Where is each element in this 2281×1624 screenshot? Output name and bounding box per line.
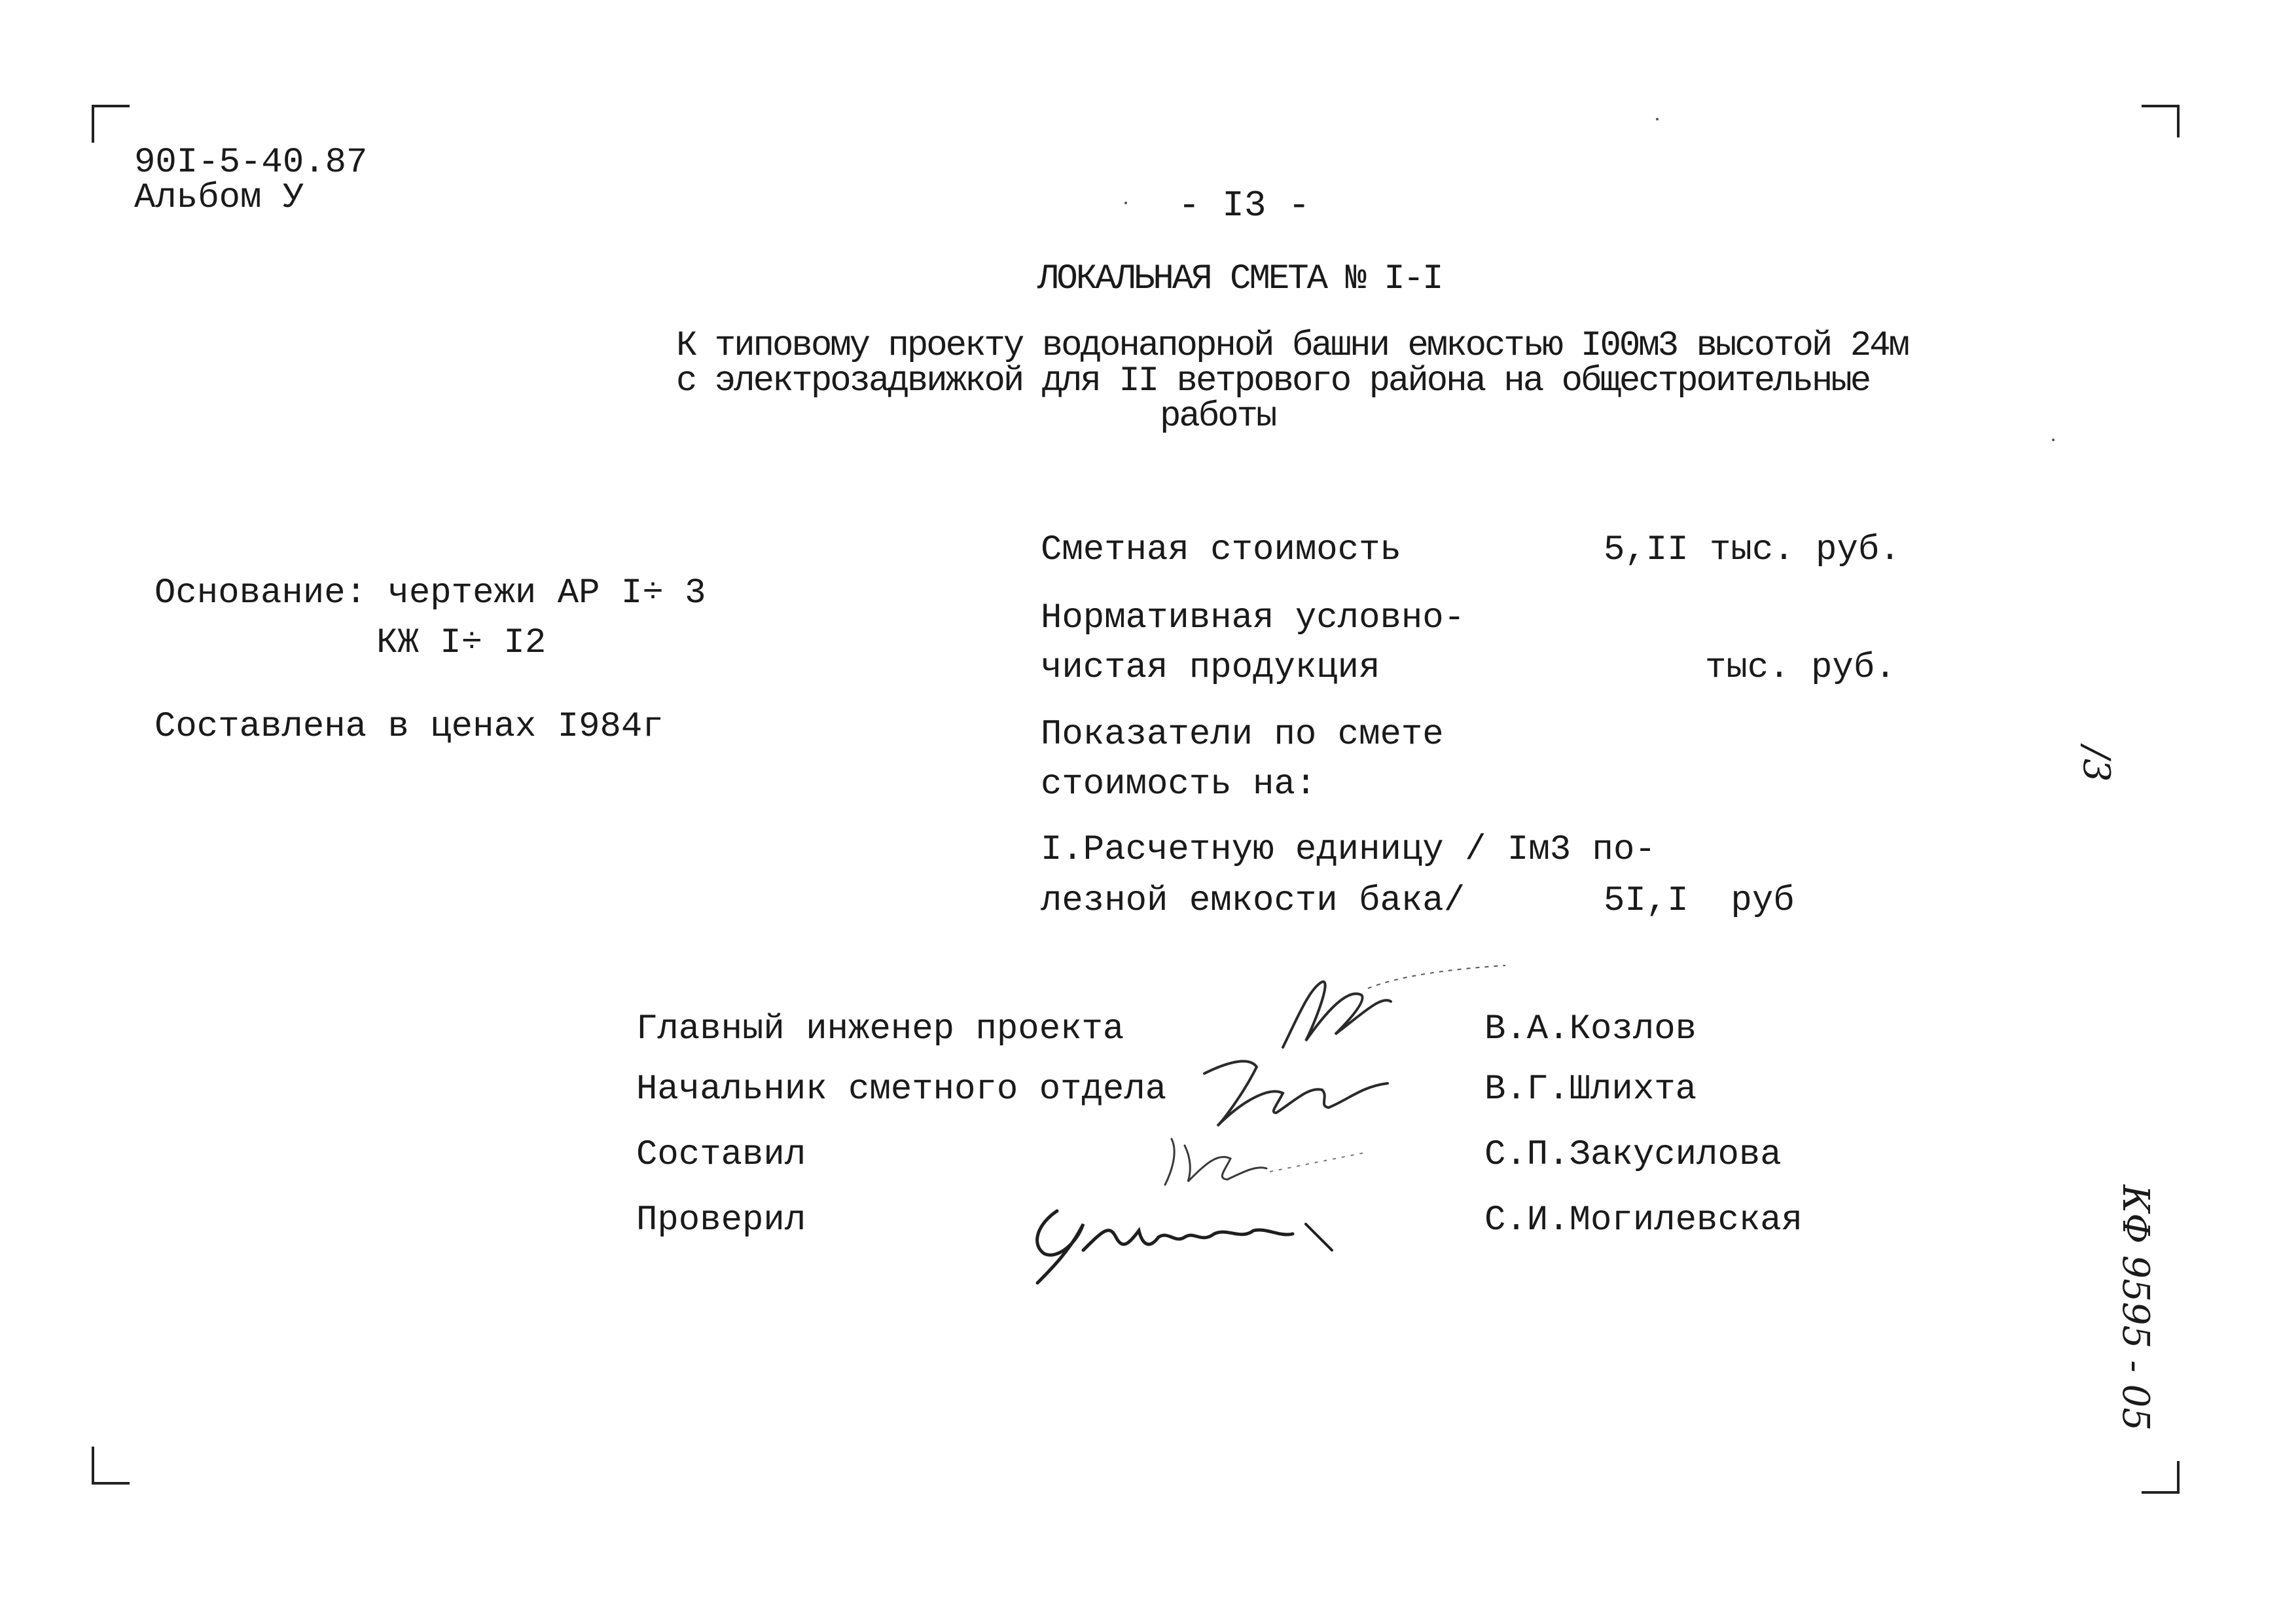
document-code: 90I-5-40.87 xyxy=(134,143,368,183)
subtitle-line-3: работы xyxy=(1160,397,1276,437)
signature-estimate-head xyxy=(1198,1047,1407,1132)
signatory-name: С.И.Могилевская xyxy=(1484,1200,1803,1240)
scan-speck xyxy=(1124,202,1127,204)
unit-cost-value: 5I,I руб xyxy=(1604,881,1795,921)
page-number: - I3 - xyxy=(1178,185,1310,226)
side-page-mark: /3 xyxy=(2075,746,2117,782)
normative-value: тыс. руб. xyxy=(1705,648,1896,688)
basis-line-2: КЖ I÷ I2 xyxy=(376,623,547,663)
indicators-label-1: Показатели по смете xyxy=(1041,715,1444,755)
unit-cost-label-1: I.Расчетную единицу / Iм3 по- xyxy=(1041,830,1656,870)
subtitle-line-1: К типовому проекту водонапорной башни емкостью I00м3 высотой 24м xyxy=(676,326,1908,366)
album-label: Альбом У xyxy=(134,178,304,218)
signatory-name: В.А.Козлов xyxy=(1484,1009,1697,1049)
indicators-label-2: стоимость на: xyxy=(1041,765,1317,804)
signature-compiler xyxy=(1152,1126,1374,1198)
basis-line-1: Основание: чертежи АР I÷ 3 xyxy=(154,573,706,613)
corner-mark-bottom-left xyxy=(92,1447,130,1485)
signatory-name: В.Г.Шлихта xyxy=(1484,1070,1697,1110)
corner-mark-top-right xyxy=(2142,105,2180,137)
estimated-cost-value: 5,II тыс. руб. xyxy=(1604,530,1901,570)
archive-code: КФ 9595 - 05 xyxy=(2114,1185,2157,1431)
normative-label-1: Нормативная условно- xyxy=(1041,598,1465,638)
signatory-role: Составил xyxy=(636,1135,806,1175)
normative-label-2: чистая продукция xyxy=(1041,648,1380,688)
corner-mark-top-left xyxy=(92,105,130,143)
signatory-role: Начальник сметного отдела xyxy=(636,1070,1167,1110)
corner-mark-bottom-right xyxy=(2142,1461,2180,1494)
prices-line: Составлена в ценах I984г xyxy=(154,707,664,747)
scan-speck xyxy=(1656,118,1659,120)
unit-cost-label-2: лезной емкости бака/ xyxy=(1041,881,1465,921)
signatory-name: С.П.Закусилова xyxy=(1484,1135,1782,1175)
scan-speck xyxy=(2052,439,2055,441)
signatory-role: Главный инженер проекта xyxy=(636,1009,1124,1049)
subtitle-line-2: с электрозадвижкой для II ветрового района на общестроительные xyxy=(676,361,1870,401)
estimate-heading: ЛОКАЛЬНАЯ СМЕТА № I-I xyxy=(1037,259,1442,299)
estimated-cost-label: Сметная стоимость xyxy=(1041,530,1401,570)
signature-checker xyxy=(1018,1191,1345,1290)
signatory-role: Проверил xyxy=(636,1200,806,1240)
